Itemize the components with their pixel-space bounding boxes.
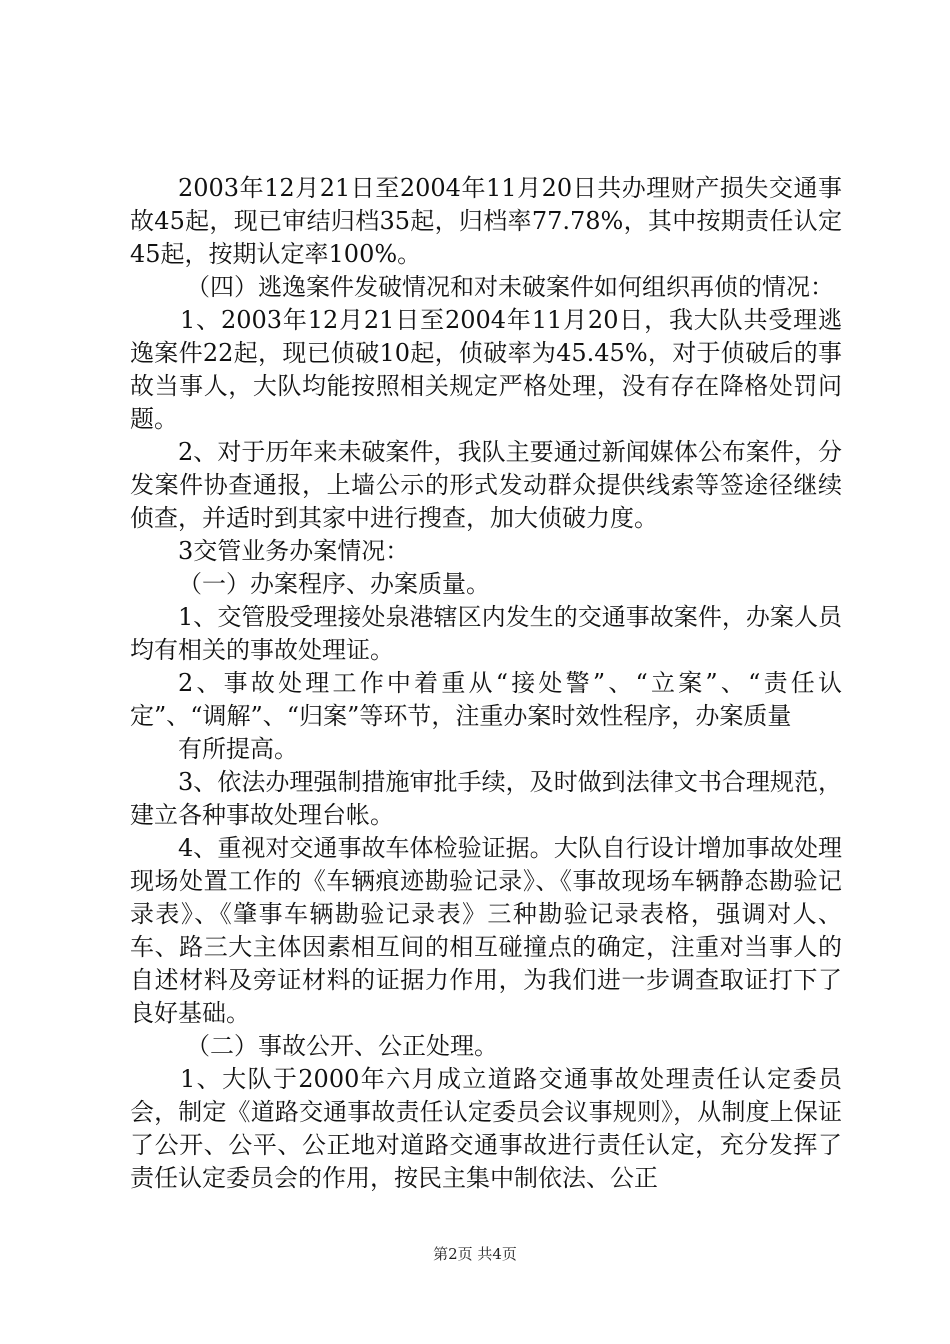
paragraph-responsibility-committee: 1、大队于2000年六月成立道路交通事故处理责任认定委员会，制定《道路交通事故责任认定委员会议事规则》，从制度上保证了公开、公平、公正地对道路交通事故进行责任认定，充分发挥了责任认定委员会的作用，按民主集中制依法、公正	[130, 1065, 842, 1192]
paragraph-unsolved-cases: 2、对于历年来未破案件，我队主要通过新闻媒体公布案件，分发案件协查通报，上墙公示的形式发动群众提供线索等签途径继续侦查，并适时到其家中进行搜查，加大侦破力度。	[130, 438, 842, 532]
paragraph-vehicle-inspection: 4、重视对交通事故车体检验证据。大队自行设计增加事故处理现场处置工作的《车辆痕迹勘验记录》、《事故现场车辆静态勘验记录表》、《肇事车辆勘验记录表》三种勘验记录表格，强调对人、车、路三大主体因素相互间的相互碰撞点的确定，注重对当事人的自述材料及旁证材料的证据力作用，为我们进一步调查取证打下了良好基础。	[130, 834, 842, 1027]
document-body	[130, 172, 842, 1195]
section-heading-traffic-business: 3交管业务办案情况：	[178, 537, 410, 565]
paragraph-enforcement-measures: 3、依法办理强制措施审批手续，及时做到法律文书合理规范，建立各种事故处理台帐。	[130, 768, 842, 829]
subsection-heading-public-fair-handling: （二）事故公开、公正处理。	[186, 1032, 498, 1060]
paragraph-improvement: 有所提高。	[178, 735, 298, 763]
page-number-label: 第2页 共4页	[433, 1245, 517, 1263]
paragraph-accident-handling-staff: 1、交管股受理接处泉港辖区内发生的交通事故案件，办案人员均有相关的事故处理证。	[130, 603, 842, 664]
paragraph-property-loss-stats: 2003年12月21日至2004年11月20日共办理财产损失交通事故45起，现已审结归档35起，归档率77.78%，其中按期责任认定45起，按期认定率100%。	[130, 174, 842, 268]
subsection-heading-procedure-quality: （一）办案程序、办案质量。	[178, 570, 490, 598]
page-footer	[0, 1244, 950, 1264]
paragraph-handling-process: 2、事故处理工作中着重从“接处警”、“立案”、“责任认定”、“调解”、“归案”等环节，注重办案时效性程序，办案质量	[130, 669, 842, 730]
section-heading-hit-and-run: （四）逃逸案件发破情况和对未破案件如何组织再侦的情况：	[186, 273, 834, 301]
paragraph-hit-and-run-stats: 1、2003年12月21日至2004年11月20日，我大队共受理逃逸案件22起，现已侦破10起，侦破率为45.45%，对于侦破后的事故当事人，大队均能按照相关规定严格处理，没有存在降格处罚问题。	[130, 306, 842, 433]
